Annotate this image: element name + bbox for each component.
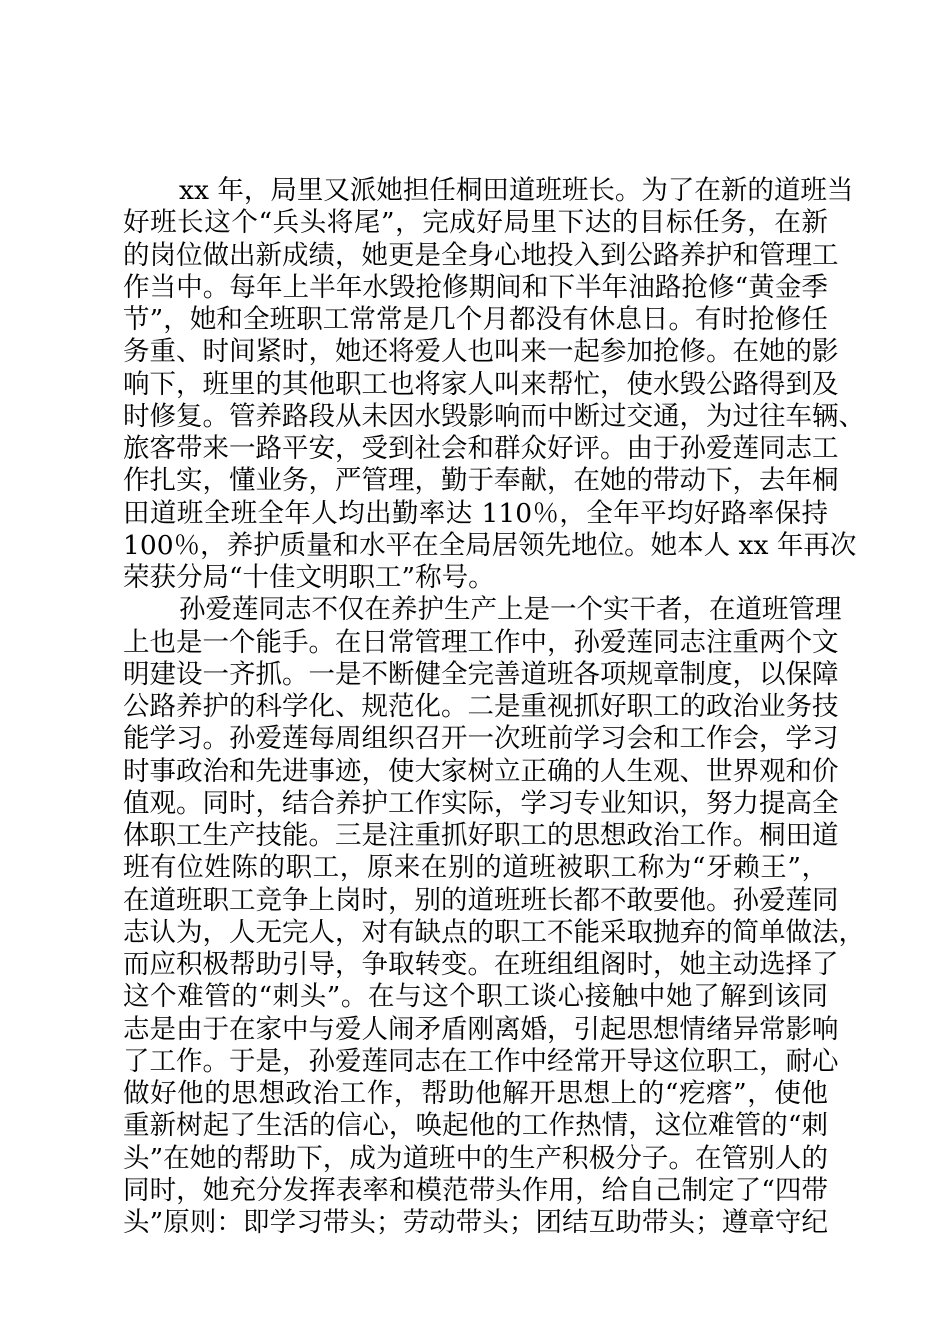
- text-line: 公路养护的科学化、规范化。二是重视抓好职工的政治业务技: [123, 691, 839, 722]
- text-line: 头”原则：即学习带头；劳动带头；团结互助带头；遵章守纪: [123, 1207, 828, 1238]
- paragraph-2: [123, 594, 865, 1239]
- text-line: 时事政治和先进事迹，使大家树立正确的人生观、世界观和价: [123, 755, 839, 787]
- text-line: 的岗位做出新成绩，她更是全身心地投入到公路养护和管理工: [123, 239, 839, 271]
- text-line: 志认为，人无完人，对有缺点的职工不能采取抛弃的简单做法，: [123, 916, 865, 948]
- text-line: 能学习。孙爱莲每周组织召开一次班前学习会和工作会，学习: [123, 723, 839, 755]
- text-line: 务重、时间紧时，她还将爱人也叫来一起参加抢修。在她的影: [123, 336, 839, 368]
- text-line: 在道班职工竞争上岗时，别的道班班长都不敢要他。孙爱莲同: [123, 884, 839, 916]
- text-line: 做好他的思想政治工作，帮助他解开思想上的“疙瘩”，使他: [123, 1078, 828, 1109]
- text-line: 作扎实，懂业务，严管理，勤于奉献，在她的带动下，去年桐: [123, 465, 839, 497]
- document-body: [123, 175, 865, 1239]
- text-line: 体职工生产技能。三是注重抓好职工的思想政治工作。桐田道: [123, 820, 839, 851]
- text-line: 节”，她和全班职工常常是几个月都没有休息日。有时抢修任: [123, 304, 828, 335]
- text-line: 头”在她的帮助下，成为道班中的生产积极分子。在管别人的: [123, 1142, 828, 1174]
- text-line: 了工作。于是，孙爱莲同志在工作中经常开导这位职工，耐心: [123, 1045, 839, 1077]
- text-line: 响下，班里的其他职工也将家人叫来帮忙，使水毁公路得到及: [123, 368, 839, 400]
- text-line: 旅客带来一路平安，受到社会和群众好评。由于孙爱莲同志工: [123, 433, 839, 464]
- text-line: 荣获分局“十佳文明职工”称号。: [123, 562, 495, 593]
- text-line: 时修复。管养路段从未因水毁影响而中断过交通，为过往车辆、: [123, 400, 865, 432]
- text-line: 好班长这个“兵头将尾”，完成好局里下达的目标任务，在新: [123, 207, 828, 239]
- text-line: 班有位姓陈的职工，原来在别的道班被职工称为“牙赖王”，: [123, 852, 828, 884]
- text-line: 上也是一个能手。在日常管理工作中，孙爱莲同志注重两个文: [123, 626, 839, 658]
- text-line: 孙爱莲同志不仅在养护生产上是一个实干者，在道班管理: [179, 594, 842, 626]
- paragraph-1: [123, 175, 865, 594]
- text-line: 作当中。每年上半年水毁抢修期间和下半年油路抢修“黄金季: [123, 271, 828, 303]
- text-line: 100％，养护质量和水平在全局居领先地位。她本人 xx 年再次: [123, 529, 857, 561]
- text-line: 志是由于在家中与爱人闹矛盾刚离婚，引起思想情绪异常影响: [123, 1013, 839, 1045]
- text-line: 这个难管的“刺头”。在与这个职工谈心接触中她了解到该同: [123, 981, 828, 1013]
- text-line: 值观。同时，结合养护工作实际，学习专业知识，努力提高全: [123, 787, 839, 819]
- text-line: xx 年，局里又派她担任桐田道班班长。为了在新的道班当: [179, 175, 854, 206]
- text-line: 同时，她充分发挥表率和模范带头作用，给自己制定了“四带: [123, 1174, 828, 1206]
- text-line: 明建设一齐抓。一是不断健全完善道班各项规章制度，以保障: [123, 658, 839, 690]
- text-line: 田道班全班全年人均出勤率达 110％，全年平均好路率保持: [123, 497, 828, 529]
- text-line: 而应积极帮助引导，争取转变。在班组组阁时，她主动选择了: [123, 949, 839, 980]
- text-line: 重新树起了生活的信心，唤起他的工作热情，这位难管的“刺: [123, 1110, 828, 1142]
